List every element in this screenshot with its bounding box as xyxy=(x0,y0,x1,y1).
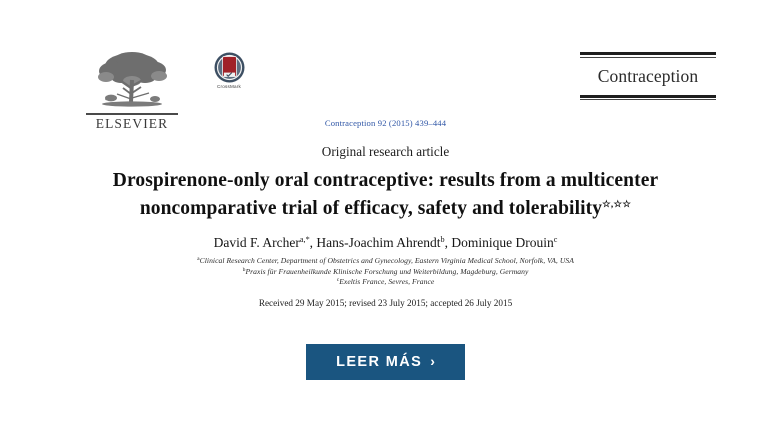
affiliation-item xyxy=(0,266,771,277)
affiliation-text: Praxis für Frauenheilkunde Klinische Forschung und Weiterbildung, Magdeburg, Germany xyxy=(245,266,529,276)
author-item[interactable] xyxy=(214,235,310,250)
title-footnote-marks: ☆,☆☆ xyxy=(602,200,632,210)
author-item[interactable] xyxy=(316,235,444,250)
read-more-button[interactable] xyxy=(306,344,465,380)
affiliation-marker: c xyxy=(336,277,340,284)
crossmark-badge[interactable] xyxy=(208,52,250,89)
affiliation-list xyxy=(0,255,771,287)
author-name: David F. Archer xyxy=(213,235,300,250)
author-list xyxy=(0,231,771,251)
elsevier-tree-icon xyxy=(93,50,171,112)
journal-rule-bottom-thin xyxy=(580,99,716,100)
author-affiliation-marker: a,* xyxy=(299,235,310,244)
author-separator: , xyxy=(444,235,452,250)
affiliation-item xyxy=(0,276,771,287)
author-name: Hans-Joachim Ahrendt xyxy=(316,235,441,250)
crossmark-badge-icon xyxy=(214,52,245,83)
journal-name: Contraception xyxy=(597,65,699,86)
author-affiliation-marker: c xyxy=(553,235,558,244)
elsevier-rule xyxy=(86,113,178,115)
author-name: Dominique Drouin xyxy=(451,235,554,250)
affiliation-text: Exeltis France, Sevres, France xyxy=(339,277,435,287)
crossmark-label: CrossMark xyxy=(216,84,241,89)
author-affiliation-marker: b xyxy=(440,235,445,244)
cta-container xyxy=(0,344,771,380)
elsevier-wordmark: ELSEVIER xyxy=(95,115,169,131)
affiliation-marker: a xyxy=(197,256,200,262)
journal-rule-top-thick xyxy=(580,52,716,55)
citation-line[interactable]: Contraception 92 (2015) 439–444 xyxy=(324,118,447,128)
journal-logo xyxy=(580,52,716,100)
author-separator: , xyxy=(309,235,317,250)
article-type: Original research article xyxy=(321,144,450,159)
read-more-label: LEER MÁS xyxy=(336,354,423,370)
affiliation-text: Clinical Research Center, Department of Obstetrics and Gynecology, Eastern Virginia Medical School, Norfolk, VA, USA xyxy=(199,256,574,265)
chevron-right-icon: › xyxy=(430,353,435,369)
journal-rule-bottom-thick xyxy=(580,95,716,98)
page-title xyxy=(106,168,666,221)
article-history: Received 29 May 2015; revised 23 July 2015; accepted 26 July 2015 xyxy=(258,297,513,308)
affiliation-item xyxy=(0,255,771,266)
affiliation-marker: b xyxy=(242,266,246,273)
author-item[interactable] xyxy=(451,235,557,250)
article-header xyxy=(0,115,771,309)
article-title-text: Drospirenone-only oral contraceptive: results from a multicenter noncomparative trial of efficacy, safety and tolerability xyxy=(112,170,659,219)
